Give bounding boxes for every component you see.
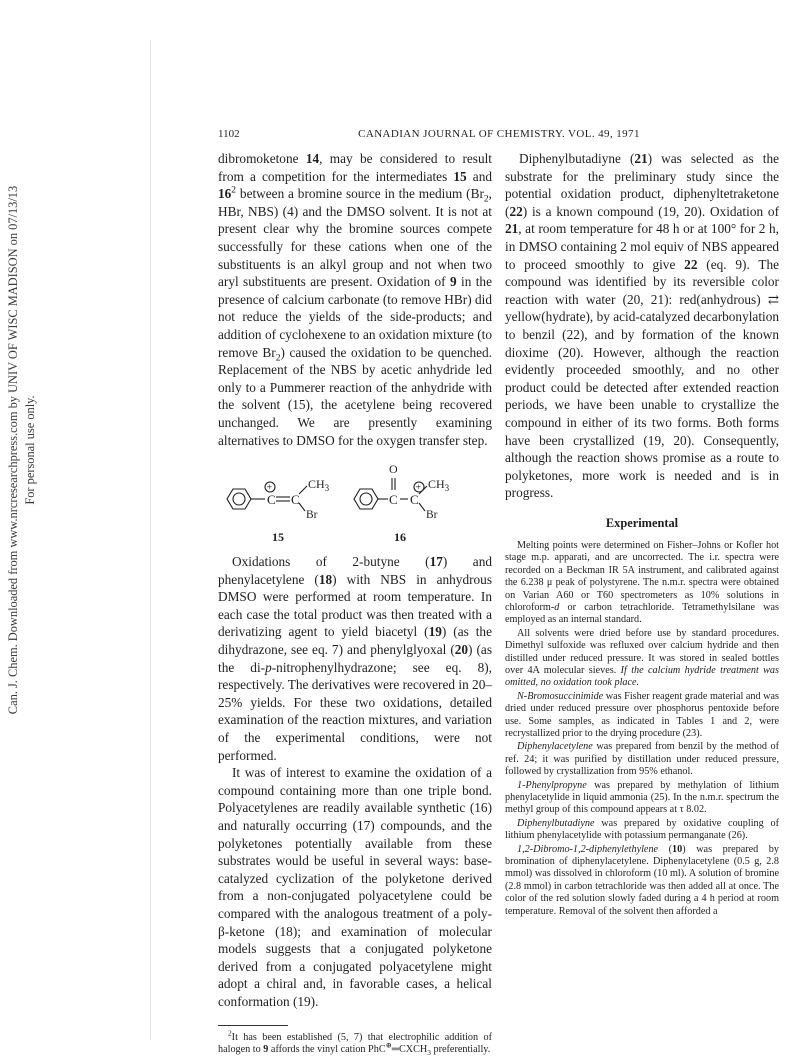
carbonyl-carbon-label: C <box>389 492 398 508</box>
running-header <box>218 128 780 144</box>
carbon-label: C <box>267 492 276 508</box>
experimental-paragraph: Melting points were determined on Fisher–Johns or Kofler hot stage m.p. apparati, and are uncorrected. The i.r. spectra were recorded on a Beckman IR 5A instrument, and calibrated against the 6.238 μ peak of polystyrene. The n.m.r. spectra were obtained on Varian A60 or T60 spectrometers as 10% solutions in chloroform-d or carbon tetrachloride. Tetramethylsilane was employed as an internal standard. <box>505 539 779 626</box>
experimental-paragraph: 1-Phenylpropyne was prepared by methylation of lithium phenylacetylide in liquid ammonia (25). In the n.m.r. spectrum the methyl group of this compound appears at τ 8.02. <box>505 779 779 816</box>
experimental-paragraph: Diphenylbutadiyne was prepared by oxidative coupling of lithium phenylacetylide with potassium permanganate (26). <box>505 817 779 842</box>
methyl-label: $CH_3$ <box>428 477 450 494</box>
section-heading-experimental: Experimental <box>605 515 679 530</box>
paragraph: It was of interest to examine the oxidation of a compound containing more than one triple bond. Polyacetylenes are readily available synthetic (16) and naturally occurring (17) compounds, and the polyketones potentially available from these substrates would be useful in several ways: base-catalyzed cyclization of the polyketone derived from a non-conjugated polyacetylene could be compared with the analogous treatment of a poly-β-ketone (18); and examination of molecular models suggests that a conjugated polyketone derived from a conjugated polyacetylene might adopt a chiral and, in favorable cases, a helical conformation (19). <box>218 765 492 1009</box>
methyl-label: $CH_3$ <box>308 477 330 494</box>
bromine-label: Br <box>306 509 318 522</box>
cation-charge: + <box>266 482 273 494</box>
experimental-paragraph: N-Bromosuccinimide was Fisher reagent grade material and was dried under reduced pressure over phosphorus pentoxide before use. Some samples, as indicated in Tables 1 and 2, were recrystallized prior to the drying procedure (23). <box>505 690 779 739</box>
oxygen-label: O <box>389 462 398 477</box>
paragraph: dibromoketone 14, may be considered to result from a competition for the intermediates 15 and $16^2$ between a bromine source in the medium ($Br_2$, HBr, NBS) (4) and the DMSO solvent. It is not at present clear why the bromine sources compete successfully for these cations when one of the substituents is an alkyl group and not when two aryl substituents are present. Oxidation of 9 in the presence of calcium carbonate (to remove HBr) did not reduce the yields of the side-products; and addition of cyclohexene to an oxidation mixture (to remove $Br_2$) caused the oxidation to be quenched. Replacement of the NBS by acetic anhydride led only to a Pummerer reaction of the anhydride with the solvent (15), the acetylene being recovered unchanged. We are presently examining alternatives to DMSO for the oxygen transfer step. <box>218 151 492 448</box>
experimental-paragraph: 1,2-Dibromo-1,2-diphenylethylene (10) was prepared by bromination of diphenylacetylene. Diphenylacetylene (0.5 g, 2.8 mmol) was dissolved in chloroform (10 ml). A solution of bromine (2.8 mmol) in carbon tetrachloride was then added all at once. The color of the red solution slowly faded during a 4 h period at room temperature. Removal of the solvent then afforded a <box>505 843 779 917</box>
personal-use-notice: For personal use only. <box>23 395 37 505</box>
chemical-structures <box>218 457 492 549</box>
cation-charge: + <box>415 482 422 494</box>
page-number: 1102 <box>218 128 240 140</box>
download-notice-line: Can. J. Chem. Downloaded from www.nrcresearchpress.com by UNIV OF WISC MADISON on 07/13/13 <box>6 185 20 715</box>
carbon-label: C <box>410 492 419 508</box>
structure-15 <box>227 477 330 544</box>
compound-label-16: 16 <box>394 530 406 545</box>
left-column <box>218 150 492 1057</box>
right-column <box>505 150 779 918</box>
bromine-label: Br <box>426 509 438 522</box>
compound-label-15: 15 <box>272 530 284 545</box>
paragraph: Diphenylbutadiyne (21) was selected as the substrate for the preliminary study since the potential oxidation product, diphenyltetraketone (22) is a known compound (19, 20). Oxidation of 21, at room temperature for 48 h or at 100° for 2 h, in DMSO containing 2 mol equiv of NBS appeared to proceed smoothly to give 22 (eq. 9). The compound was identified by its reversible color reaction with water (20, 21): red(anhydrous) ⇄ yellow(hydrate), by acid-catalyzed decarbonylation to benzil (22), and by formation of the known dioxime (20). However, although the reaction evidently proceeded smoothly, and no other product could be detected after extended reaction periods, we have been unable to crystallize the compound in either of its two forms. Both forms have been crystallized (19, 20). Consequently, although the reaction shows promise as a route to polyketones, more work is needed and is in progress. <box>505 151 780 501</box>
margin-rule <box>150 40 151 1040</box>
structure-16 <box>354 462 450 544</box>
download-notice <box>6 170 40 730</box>
experimental-paragraph: All solvents were dried before use by standard procedures. Dimethyl sulfoxide was refluxed over calcium hydride and then distilled under reduced pressure. It was stored in sealed bottles over 4A molecular sieves. If the calcium hydride treatment was omitted, no oxidation took place. <box>505 627 779 689</box>
footnote: $^2$It has been established (5, 7) that electrophilic addition of halogen to 9 affords the vinyl cation $PhC^\oplus═CXCH_3$ preferentially. <box>218 1028 492 1057</box>
paragraph: Oxidations of 2-butyne (17) and phenylacetylene (18) with NBS in anhydrous DMSO were performed at room temperature. In each case the total product was then treated with a derivatizing agent to yield biacetyl (19) (as the dihydrazone, see eq. 7) and phenylglyoxal (20) (as the di-p-nitrophenylhydrazone; see eq. 8), respectively. The derivatives were recovered in 20–25% yields. For these two oxidations, detailed examination of the reaction mixtures, and variation of the experimental conditions, were not performed. <box>218 554 493 763</box>
journal-running-title: CANADIAN JOURNAL OF CHEMISTRY. VOL. 49, 1971 <box>358 128 640 140</box>
experimental-paragraph: Diphenylacetylene was prepared from benzil by the method of ref. 24; it was purified by distillation under reduced pressure, followed by crystallization from 95% ethanol. <box>505 741 779 778</box>
carbon-label: C <box>291 492 300 508</box>
footnote-rule <box>218 1025 288 1026</box>
